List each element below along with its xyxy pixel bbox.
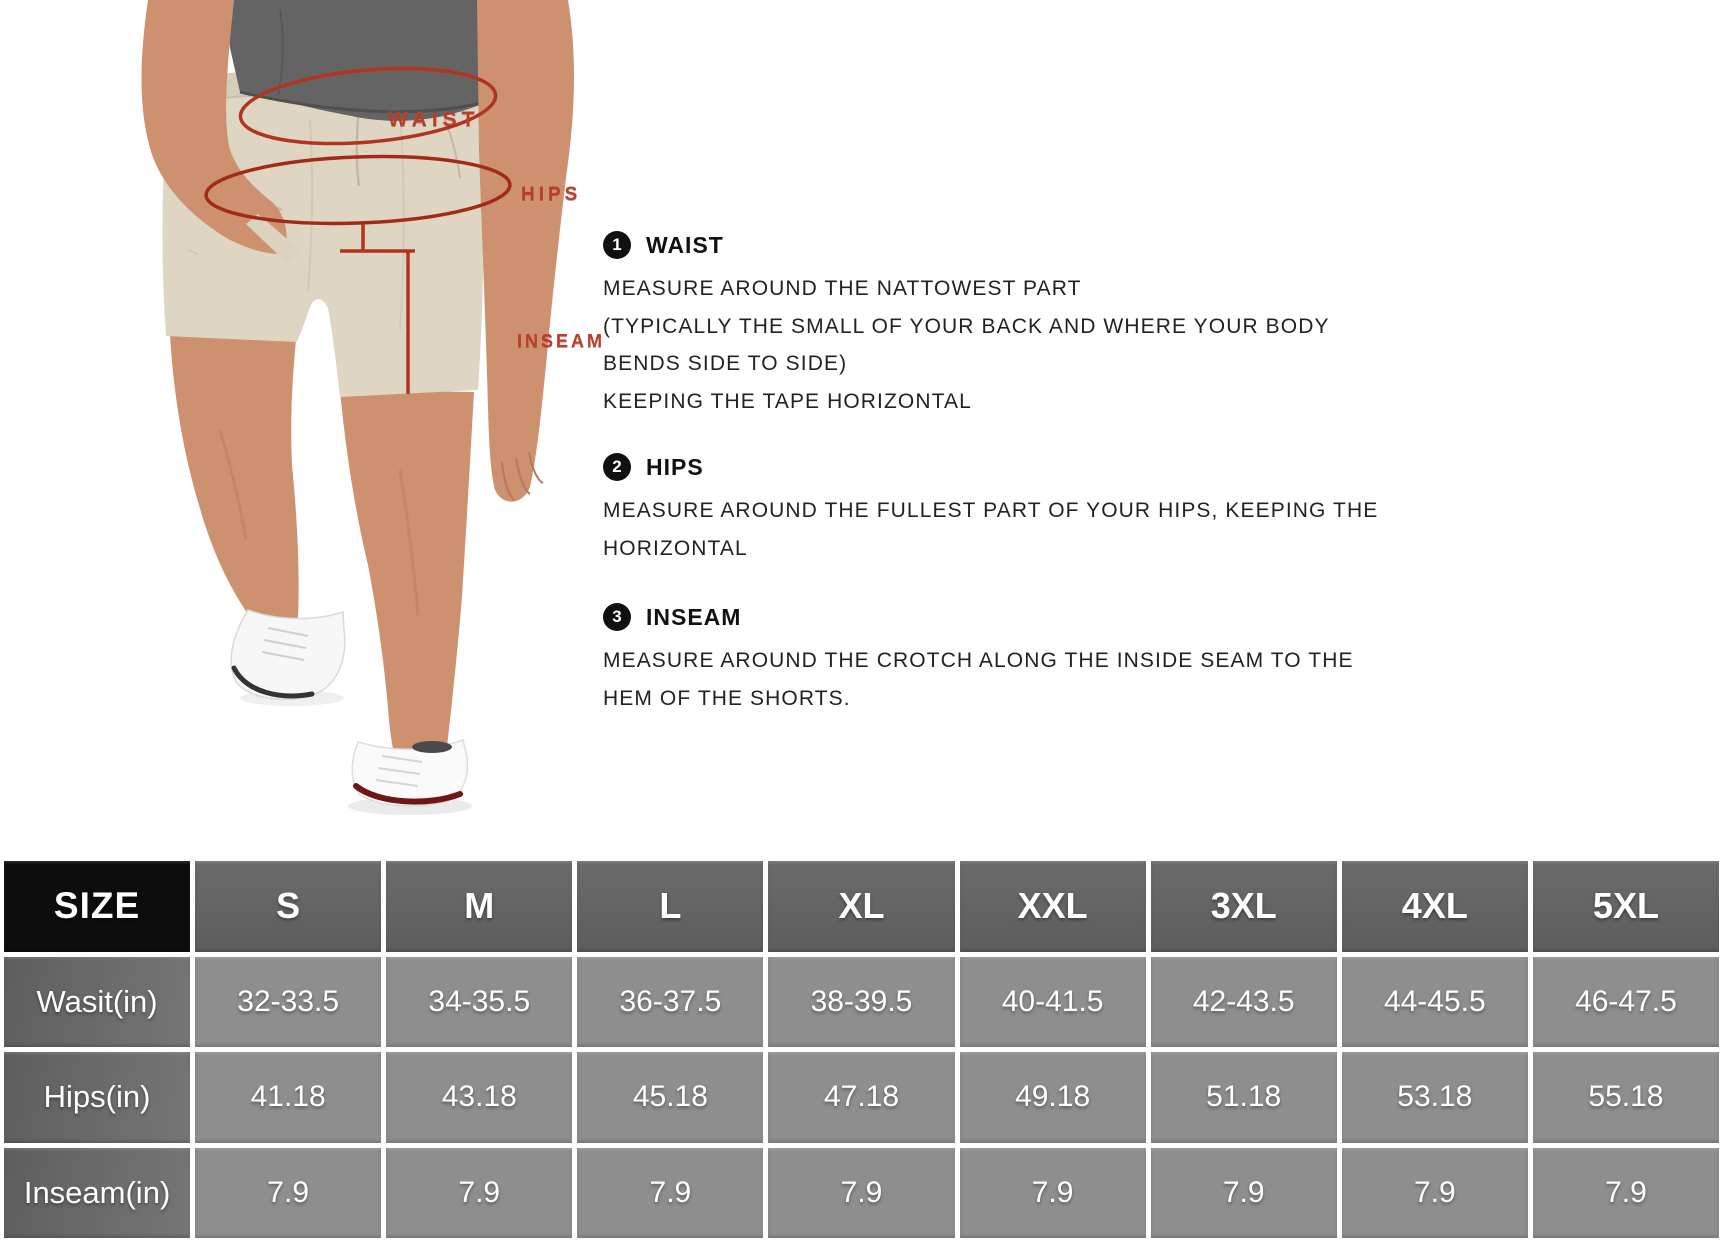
hips-value-cell: 49.18	[960, 1052, 1146, 1143]
step-3-badge: 3	[603, 603, 631, 631]
instruction-section-hips	[603, 450, 1379, 567]
inseam-value-cell: 7.9	[577, 1148, 763, 1239]
inseam-value-cell: 7.9	[1342, 1148, 1528, 1239]
waist-value-cell: 46-47.5	[1533, 957, 1719, 1048]
size-col-header: XL	[768, 861, 954, 952]
size-table	[0, 857, 1723, 1242]
row-label-inseam: Inseam(in)	[4, 1148, 190, 1239]
size-col-header: 4XL	[1342, 861, 1528, 952]
instruction-line: BENDS SIDE TO SIDE)	[603, 352, 848, 375]
instruction-line: HEM OF THE SHORTS.	[603, 686, 851, 710]
size-col-header: 5XL	[1533, 861, 1719, 952]
row-label-hips: Hips(in)	[4, 1052, 190, 1143]
hips-value-cell: 45.18	[577, 1052, 763, 1143]
instruction-title: HIPS	[646, 453, 704, 480]
instruction-title: INSEAM	[646, 603, 742, 630]
hips-value-cell: 51.18	[1151, 1052, 1337, 1143]
inseam-value-cell: 7.9	[386, 1148, 572, 1239]
inseam-value-cell: 7.9	[960, 1148, 1146, 1239]
instruction-title: WAIST	[646, 231, 724, 258]
hips-annotation-label: HIPS	[521, 184, 582, 205]
hips-value-cell: 55.18	[1533, 1052, 1719, 1143]
hips-value-cell: 41.18	[195, 1052, 381, 1143]
size-col-header: XXL	[960, 861, 1146, 952]
size-col-header: L	[577, 861, 763, 952]
instruction-line: KEEPING THE TAPE HORIZONTAL	[603, 389, 972, 413]
waist-value-cell: 32-33.5	[195, 957, 381, 1048]
size-col-header: M	[386, 861, 572, 952]
instruction-section-inseam	[603, 600, 1354, 717]
instruction-line: MEASURE AROUND THE NATTOWEST PART	[603, 277, 1082, 300]
inseam-value-cell: 7.9	[768, 1148, 954, 1239]
step-2-badge: 2	[603, 453, 631, 481]
model-illustration	[100, 0, 580, 830]
waist-value-cell: 44-45.5	[1342, 957, 1528, 1048]
instruction-line: HORIZONTAL	[603, 536, 748, 560]
instruction-line: MEASURE AROUND THE FULLEST PART OF YOUR HIPS, KEEPING THE	[603, 499, 1379, 522]
waist-value-cell: 42-43.5	[1151, 957, 1337, 1048]
model-photo	[100, 0, 606, 830]
hips-value-cell: 53.18	[1342, 1052, 1528, 1143]
inseam-annotation-label: INSEAM	[517, 331, 606, 351]
step-1-badge: 1	[603, 231, 631, 259]
waist-value-cell: 40-41.5	[960, 957, 1146, 1048]
waist-value-cell: 36-37.5	[577, 957, 763, 1048]
instruction-section-waist	[603, 228, 1343, 420]
size-col-header: S	[195, 861, 381, 952]
hips-value-cell: 43.18	[386, 1052, 572, 1143]
hips-value-cell: 47.18	[768, 1052, 954, 1143]
inseam-value-cell: 7.9	[1151, 1148, 1337, 1239]
waist-value-cell: 38-39.5	[768, 957, 954, 1048]
inseam-value-cell: 7.9	[195, 1148, 381, 1239]
inseam-value-cell: 7.9	[1533, 1148, 1719, 1239]
right-shoe-opening	[412, 741, 452, 753]
instruction-line: MEASURE AROUND THE CROTCH ALONG THE INSIDE SEAM TO THE	[603, 649, 1354, 672]
waist-value-cell: 34-35.5	[386, 957, 572, 1048]
row-label-waist: Wasit(in)	[4, 957, 190, 1048]
size-col-header: 3XL	[1151, 861, 1337, 952]
instruction-line: (TYPICALLY THE SMALL OF YOUR BACK AND WHERE YOUR BODY	[603, 314, 1330, 338]
right-leg	[340, 390, 474, 763]
waist-annotation-label: WAIST	[388, 108, 480, 131]
size-table-corner-header: SIZE	[4, 861, 190, 952]
